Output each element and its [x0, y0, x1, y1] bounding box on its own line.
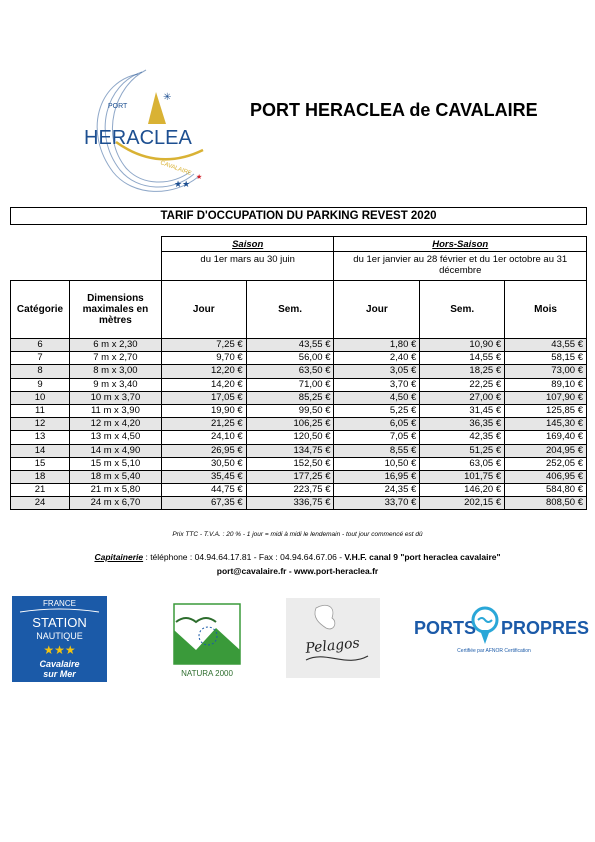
cell-hors-sem: 31,45 €	[420, 404, 505, 417]
svg-text:Cavalaire: Cavalaire	[39, 659, 80, 669]
col-saison-sem: Sem.	[246, 281, 334, 339]
cell-saison-sem: 63,50 €	[246, 365, 334, 378]
cell-dimensions: 6 m x 2,30	[69, 339, 161, 352]
table-row	[11, 444, 587, 457]
cell-dimensions: 21 m x 5,80	[69, 484, 161, 497]
cell-hors-sem: 27,00 €	[420, 391, 505, 404]
cell-hors-mois: 58,15 €	[505, 352, 587, 365]
saison-period: du 1er mars au 30 juin	[161, 252, 334, 281]
svg-text:PROPRES: PROPRES	[501, 618, 590, 638]
cell-categorie: 10	[11, 391, 70, 404]
cell-categorie: 18	[11, 470, 70, 483]
table-row	[11, 470, 587, 483]
cell-dimensions: 7 m x 2,70	[69, 352, 161, 365]
table-row	[11, 352, 587, 365]
svg-text:sur Mer: sur Mer	[43, 669, 76, 679]
cell-hors-mois: 169,40 €	[505, 431, 587, 444]
cell-saison-jour: 19,90 €	[161, 404, 246, 417]
cell-hors-mois: 584,80 €	[505, 484, 587, 497]
cell-saison-jour: 12,20 €	[161, 365, 246, 378]
cell-dimensions: 14 m x 4,90	[69, 444, 161, 457]
cell-saison-jour: 14,20 €	[161, 378, 246, 391]
page-title: PORT HERACLEA de CAVALAIRE	[250, 100, 538, 120]
cell-dimensions: 15 m x 5,10	[69, 457, 161, 470]
svg-text:Certifiée par AFNOR Certificat: Certifiée par AFNOR Certification	[457, 648, 531, 654]
cell-categorie: 8	[11, 365, 70, 378]
footnote: Prix TTC - T.V.A. : 20 % - 1 jour = midi à midi le lendemain - tout jour commencé est dû	[172, 531, 423, 538]
table-title: TARIF D'OCCUPATION DU PARKING REVEST 2020	[10, 207, 587, 225]
table-row	[11, 484, 587, 497]
cell-categorie: 14	[11, 444, 70, 457]
cell-hors-jour: 24,35 €	[334, 484, 420, 497]
svg-text:STATION: STATION	[32, 615, 87, 630]
cell-hors-mois: 808,50 €	[505, 497, 587, 510]
cell-categorie: 24	[11, 497, 70, 510]
cell-hors-jour: 1,80 €	[334, 339, 420, 352]
cell-dimensions: 18 m x 5,40	[69, 470, 161, 483]
cell-categorie: 6	[11, 339, 70, 352]
port-heraclea-logo	[78, 62, 218, 202]
table-row	[11, 404, 587, 417]
svg-text:Pelagos: Pelagos	[304, 635, 361, 657]
cell-hors-sem: 18,25 €	[420, 365, 505, 378]
cell-hors-mois: 73,00 €	[505, 365, 587, 378]
cell-categorie: 9	[11, 378, 70, 391]
cell-saison-jour: 9,70 €	[161, 352, 246, 365]
cell-saison-jour: 35,45 €	[161, 470, 246, 483]
col-hors-jour: Jour	[334, 281, 420, 339]
svg-text:★★: ★★	[174, 179, 191, 189]
cell-dimensions: 24 m x 6,70	[69, 497, 161, 510]
svg-text:NATURA 2000: NATURA 2000	[181, 669, 233, 678]
cell-hors-jour: 3,05 €	[334, 365, 420, 378]
cell-hors-jour: 6,05 €	[334, 418, 420, 431]
col-hors-sem: Sem.	[420, 281, 505, 339]
hors-saison-label: Hors-Saison	[334, 237, 587, 252]
cell-saison-jour: 24,10 €	[161, 431, 246, 444]
cell-saison-jour: 21,25 €	[161, 418, 246, 431]
natura-2000-logo	[166, 600, 248, 680]
cell-saison-sem: 106,25 €	[246, 418, 334, 431]
svg-text:CAVALAIRE: CAVALAIRE	[159, 160, 193, 178]
cell-hors-sem: 36,35 €	[420, 418, 505, 431]
table-row	[11, 339, 587, 352]
ports-propres-logo	[410, 604, 590, 664]
cell-hors-mois: 125,85 €	[505, 404, 587, 417]
svg-text:HERACLEA: HERACLEA	[84, 127, 192, 149]
cell-saison-sem: 177,25 €	[246, 470, 334, 483]
cell-hors-mois: 406,95 €	[505, 470, 587, 483]
cell-saison-sem: 85,25 €	[246, 391, 334, 404]
cell-saison-sem: 99,50 €	[246, 404, 334, 417]
cell-hors-sem: 14,55 €	[420, 352, 505, 365]
cell-hors-sem: 63,05 €	[420, 457, 505, 470]
cell-categorie: 15	[11, 457, 70, 470]
table-row	[11, 378, 587, 391]
cell-hors-mois: 252,05 €	[505, 457, 587, 470]
cell-categorie: 7	[11, 352, 70, 365]
table-row	[11, 457, 587, 470]
cell-saison-sem: 71,00 €	[246, 378, 334, 391]
saison-label: Saison	[161, 237, 334, 252]
cell-categorie: 12	[11, 418, 70, 431]
cell-hors-sem: 146,20 €	[420, 484, 505, 497]
table-row	[11, 497, 587, 510]
cell-saison-jour: 30,50 €	[161, 457, 246, 470]
cell-saison-sem: 56,00 €	[246, 352, 334, 365]
svg-text:NAUTIQUE: NAUTIQUE	[36, 631, 83, 641]
tarif-rows	[11, 339, 587, 510]
col-categorie: Catégorie	[11, 281, 70, 339]
cell-hors-jour: 33,70 €	[334, 497, 420, 510]
table-row	[11, 365, 587, 378]
contact-phones: : téléphone : 04.94.64.17.81 - Fax : 04.94.64.67.06 -	[143, 552, 345, 562]
table-row	[11, 418, 587, 431]
col-hors-mois: Mois	[505, 281, 587, 339]
cell-hors-jour: 5,25 €	[334, 404, 420, 417]
svg-text:PORTS: PORTS	[414, 618, 477, 638]
svg-text:★: ★	[196, 174, 203, 181]
france-station-nautique-logo	[12, 596, 107, 682]
cell-dimensions: 9 m x 3,40	[69, 378, 161, 391]
contact-email-web: port@cavalaire.fr - www.port-heraclea.fr	[216, 566, 379, 576]
svg-text:★★★: ★★★	[43, 643, 76, 657]
cell-hors-sem: 101,75 €	[420, 470, 505, 483]
table-row	[11, 431, 587, 444]
cell-saison-sem: 120,50 €	[246, 431, 334, 444]
capitainerie-label: Capitainerie	[94, 552, 144, 562]
cell-hors-sem: 10,90 €	[420, 339, 505, 352]
cell-hors-jour: 8,55 €	[334, 444, 420, 457]
cell-dimensions: 13 m x 4,50	[69, 431, 161, 444]
col-saison-jour: Jour	[161, 281, 246, 339]
hors-saison-period: du 1er janvier au 28 février et du 1er octobre au 31 décembre	[334, 252, 587, 281]
cell-categorie: 13	[11, 431, 70, 444]
cell-hors-jour: 10,50 €	[334, 457, 420, 470]
cell-hors-sem: 202,15 €	[420, 497, 505, 510]
cell-saison-sem: 223,75 €	[246, 484, 334, 497]
cell-hors-mois: 145,30 €	[505, 418, 587, 431]
cell-hors-jour: 3,70 €	[334, 378, 420, 391]
cell-hors-mois: 107,90 €	[505, 391, 587, 404]
cell-saison-jour: 7,25 €	[161, 339, 246, 352]
cell-saison-sem: 152,50 €	[246, 457, 334, 470]
col-dimensions: Dimensions maximales en mètres	[69, 281, 161, 339]
cell-hors-jour: 7,05 €	[334, 431, 420, 444]
svg-text:✳: ✳	[163, 92, 172, 103]
svg-text:FRANCE: FRANCE	[43, 599, 76, 608]
contact-line-1	[0, 552, 595, 562]
cell-dimensions: 11 m x 3,90	[69, 404, 161, 417]
cell-hors-mois: 43,55 €	[505, 339, 587, 352]
cell-dimensions: 12 m x 4,20	[69, 418, 161, 431]
cell-hors-sem: 42,35 €	[420, 431, 505, 444]
pelagos-logo	[286, 598, 380, 678]
table-row	[11, 391, 587, 404]
cell-categorie: 11	[11, 404, 70, 417]
tarif-table	[10, 236, 587, 510]
cell-hors-jour: 2,40 €	[334, 352, 420, 365]
cell-hors-jour: 4,50 €	[334, 391, 420, 404]
cell-hors-jour: 16,95 €	[334, 470, 420, 483]
cell-saison-jour: 44,75 €	[161, 484, 246, 497]
cell-hors-sem: 51,25 €	[420, 444, 505, 457]
cell-saison-sem: 43,55 €	[246, 339, 334, 352]
cell-hors-mois: 89,10 €	[505, 378, 587, 391]
cell-saison-jour: 67,35 €	[161, 497, 246, 510]
cell-dimensions: 8 m x 3,00	[69, 365, 161, 378]
cell-saison-jour: 26,95 €	[161, 444, 246, 457]
cell-hors-mois: 204,95 €	[505, 444, 587, 457]
svg-text:PORT: PORT	[108, 103, 128, 110]
cell-dimensions: 10 m x 3,70	[69, 391, 161, 404]
contact-vhf: V.H.F. canal 9 "port heraclea cavalaire"	[344, 552, 501, 562]
cell-saison-jour: 17,05 €	[161, 391, 246, 404]
cell-hors-sem: 22,25 €	[420, 378, 505, 391]
cell-saison-sem: 134,75 €	[246, 444, 334, 457]
cell-categorie: 21	[11, 484, 70, 497]
cell-saison-sem: 336,75 €	[246, 497, 334, 510]
